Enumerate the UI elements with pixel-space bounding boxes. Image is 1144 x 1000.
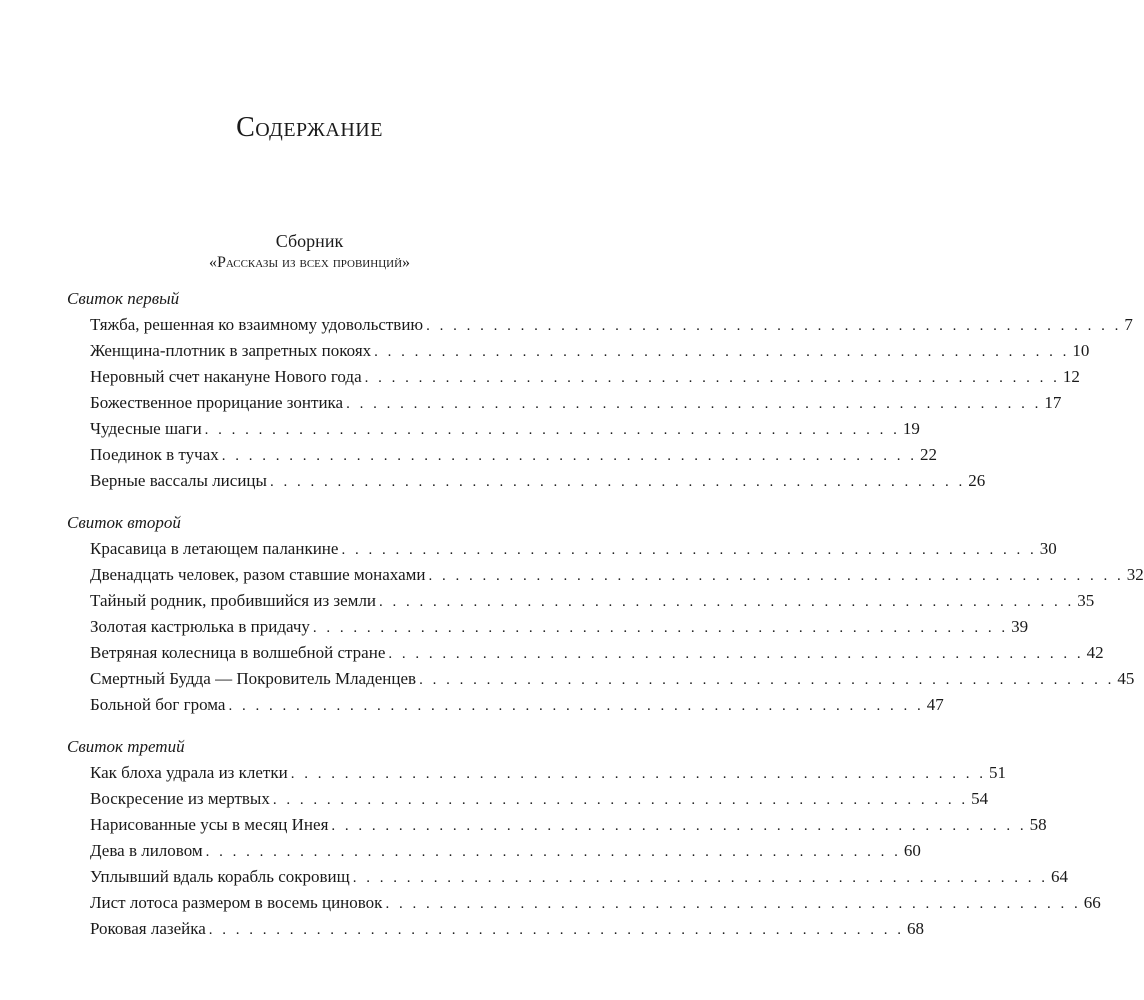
table-of-contents	[0, 286, 1144, 958]
toc-entry[interactable]	[90, 692, 944, 718]
entry-title: Верные вассалы лисицы	[90, 471, 267, 490]
dot-leader: . . . . . . . . . . . . . . . . . . . . . . . . . . . . . . . . . . . . . . . . . . . . . . . . . . . .	[388, 646, 1084, 662]
entry-page-number: 58	[1029, 815, 1047, 834]
toc-section	[0, 510, 1144, 718]
entry-page-number: 12	[1062, 367, 1080, 386]
entry-title: Лист лотоса размером в восемь циновок	[90, 893, 383, 912]
entry-title: Чудесные шаги	[90, 419, 202, 438]
toc-entry[interactable]	[90, 890, 1101, 916]
section-title: Свиток первый	[67, 289, 180, 308]
entry-page-number: 19	[902, 419, 920, 438]
dot-leader: . . . . . . . . . . . . . . . . . . . . . . . . . . . . . . . . . . . . . . . . . . . . . . . . . . . .	[374, 344, 1070, 360]
entry-page-number: 35	[1077, 591, 1095, 610]
toc-entry[interactable]	[90, 640, 1104, 666]
entry-page-number: 42	[1086, 643, 1104, 662]
dot-leader: . . . . . . . . . . . . . . . . . . . . . . . . . . . . . . . . . . . . . . . . . . . . . . . . . . . .	[312, 620, 1009, 636]
dot-leader: . . . . . . . . . . . . . . . . . . . . . . . . . . . . . . . . . . . . . . . . . . . . . . . . . . . .	[205, 844, 901, 860]
dot-leader: . . . . . . . . . . . . . . . . . . . . . . . . . . . . . . . . . . . . . . . . . . . . . . . . . . . .	[221, 448, 917, 464]
toc-entry[interactable]	[90, 864, 1068, 890]
toc-section	[0, 734, 1101, 942]
entry-page-number: 26	[968, 471, 986, 490]
entry-page-number: 30	[1039, 539, 1057, 558]
dot-leader: . . . . . . . . . . . . . . . . . . . . . . . . . . . . . . . . . . . . . . . . . . . . . . . . . . . .	[290, 766, 986, 782]
toc-entry[interactable]	[90, 312, 1133, 338]
collection-heading	[0, 230, 619, 274]
entry-page-number: 17	[1044, 393, 1062, 412]
toc-section	[0, 286, 1133, 494]
toc-entry[interactable]	[90, 916, 925, 942]
dot-leader: . . . . . . . . . . . . . . . . . . . . . . . . . . . . . . . . . . . . . . . . . . . . . . . . . . . .	[352, 870, 1048, 886]
section-title: Свиток второй	[67, 513, 181, 532]
entry-title: Смертный Будда — Покровитель Младенцев	[90, 669, 417, 688]
entry-page-number: 45	[1117, 669, 1135, 688]
dot-leader: . . . . . . . . . . . . . . . . . . . . . . . . . . . . . . . . . . . . . . . . . . . . . . . . . . . .	[385, 896, 1081, 912]
entry-title: Красавица в летающем паланкине	[90, 539, 339, 558]
entry-title: Божественное прорицание зонтика	[90, 393, 344, 412]
entry-page-number: 68	[907, 919, 925, 938]
toc-entry[interactable]	[90, 442, 937, 468]
collection-label: Сборник	[275, 231, 344, 251]
entry-page-number: 7	[1124, 315, 1133, 334]
entry-title: Женщина-плотник в запретных покоях	[90, 341, 372, 360]
dot-leader: . . . . . . . . . . . . . . . . . . . . . . . . . . . . . . . . . . . . . . . . . . . . . . . . . . . .	[331, 818, 1027, 834]
toc-entry[interactable]	[90, 838, 921, 864]
toc-entry[interactable]	[90, 536, 1057, 562]
dot-leader: . . . . . . . . . . . . . . . . . . . . . . . . . . . . . . . . . . . . . . . . . . . . . . . . . . . .	[208, 922, 905, 938]
entry-title: Роковая лазейка	[90, 919, 206, 938]
entry-title: Как блоха удрала из клетки	[90, 763, 288, 782]
entry-page-number: 54	[971, 789, 989, 808]
page-title: Содержание	[236, 112, 383, 143]
entry-title: Двенадцать человек, разом ставшие монахами	[90, 565, 426, 584]
dot-leader: . . . . . . . . . . . . . . . . . . . . . . . . . . . . . . . . . . . . . . . . . . . . . . . . . . . .	[346, 396, 1042, 412]
entry-page-number: 60	[903, 841, 921, 860]
entry-title: Золотая кастрюлька в придачу	[90, 617, 310, 636]
dot-leader: . . . . . . . . . . . . . . . . . . . . . . . . . . . . . . . . . . . . . . . . . . . . . . . . . . . .	[204, 422, 900, 438]
dot-leader: . . . . . . . . . . . . . . . . . . . . . . . . . . . . . . . . . . . . . . . . . . . . . . . . . . . .	[428, 568, 1124, 584]
toc-entry[interactable]	[90, 588, 1095, 614]
entry-title: Уплывший вдаль корабль сокровищ	[90, 867, 350, 886]
dot-leader: . . . . . . . . . . . . . . . . . . . . . . . . . . . . . . . . . . . . . . . . . . . . . . . . . . . .	[379, 594, 1075, 610]
toc-entry[interactable]	[90, 416, 920, 442]
entry-title: Дева в лиловом	[90, 841, 203, 860]
toc-entry[interactable]	[90, 338, 1090, 364]
toc-entry[interactable]	[90, 760, 1006, 786]
dot-leader: . . . . . . . . . . . . . . . . . . . . . . . . . . . . . . . . . . . . . . . . . . . . . . . . . . . .	[341, 542, 1037, 558]
entry-title: Тайный родник, пробившийся из земли	[90, 591, 377, 610]
section-title: Свиток третий	[67, 737, 185, 756]
toc-entry[interactable]	[90, 614, 1029, 640]
entry-page-number: 47	[926, 695, 944, 714]
toc-entry[interactable]	[90, 468, 986, 494]
entry-title: Тяжба, решенная ко взаимному удовольствию	[90, 315, 424, 334]
entry-title: Воскресение из мертвых	[90, 789, 270, 808]
entry-page-number: 32	[1126, 565, 1144, 584]
dot-leader: . . . . . . . . . . . . . . . . . . . . . . . . . . . . . . . . . . . . . . . . . . . . . . . . . . . .	[269, 474, 966, 490]
entry-page-number: 66	[1083, 893, 1101, 912]
entry-title: Ветряная колесница в волшебной стране	[90, 643, 386, 662]
dot-leader: . . . . . . . . . . . . . . . . . . . . . . . . . . . . . . . . . . . . . . . . . . . . . . . . . . . .	[426, 318, 1122, 334]
toc-entry[interactable]	[90, 786, 989, 812]
toc-entry[interactable]	[90, 390, 1062, 416]
dot-leader: . . . . . . . . . . . . . . . . . . . . . . . . . . . . . . . . . . . . . . . . . . . . . . . . . . . .	[419, 672, 1115, 688]
entry-page-number: 39	[1011, 617, 1029, 636]
collection-subtitle: «Рассказы из всех провинций»	[208, 254, 411, 271]
toc-entry[interactable]	[90, 812, 1047, 838]
entry-title: Поединок в тучах	[90, 445, 219, 464]
dot-leader: . . . . . . . . . . . . . . . . . . . . . . . . . . . . . . . . . . . . . . . . . . . . . . . . . . . .	[228, 698, 924, 714]
entry-page-number: 64	[1050, 867, 1068, 886]
toc-entry[interactable]	[90, 666, 1135, 692]
entry-title: Нарисованные усы в месяц Инея	[90, 815, 329, 834]
entry-title: Неровный счет накануне Нового года	[90, 367, 362, 386]
entry-page-number: 10	[1072, 341, 1090, 360]
entry-page-number: 22	[920, 445, 937, 464]
entry-title: Больной бог грома	[90, 695, 226, 714]
toc-entry[interactable]	[90, 364, 1080, 390]
dot-leader: . . . . . . . . . . . . . . . . . . . . . . . . . . . . . . . . . . . . . . . . . . . . . . . . . . . .	[272, 792, 969, 808]
dot-leader: . . . . . . . . . . . . . . . . . . . . . . . . . . . . . . . . . . . . . . . . . . . . . . . . . . . .	[364, 370, 1060, 386]
entry-page-number: 51	[988, 763, 1006, 782]
toc-entry[interactable]	[90, 562, 1144, 588]
